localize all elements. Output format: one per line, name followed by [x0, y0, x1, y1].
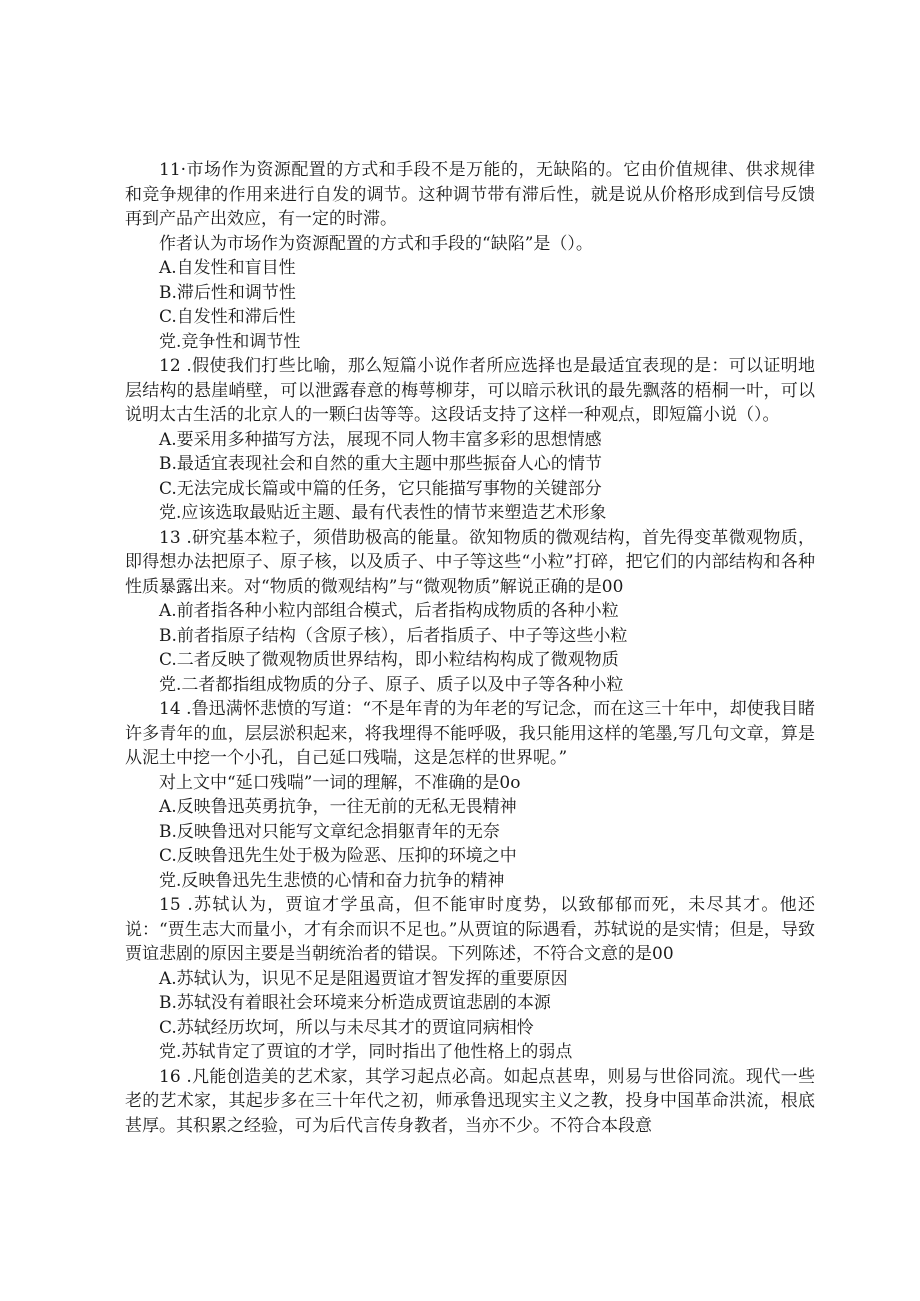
question-16 — [125, 1065, 815, 1139]
option-d: 党.竞争性和调节性 — [159, 331, 301, 352]
option-c: C.反映鲁迅先生处于极为险恶、压抑的环境之中 — [159, 846, 517, 866]
option-c: C.自发性和滞后性 — [159, 307, 296, 327]
option-d: 党.苏轼肯定了贾谊的才学，同时指出了他性格上的弱点 — [159, 1042, 573, 1062]
option-a: A.要采用多种描写方法，展现不同人物丰富多彩的思想情感 — [159, 429, 602, 450]
option-b: B.最适宜表现社会和自然的重大主题中那些振奋人心的情节 — [159, 454, 602, 474]
option-b: B.前者指原子结构（含原子核），后者指质子、中子等这些小粒 — [159, 625, 628, 646]
question-11 — [125, 158, 815, 354]
question-stem: 16 .凡能创造美的艺术家，其学习起点必高。如起点甚卑，则易与世俗同流。现代一些老的艺术家，其起步多在三十年代之初，师承鲁迅现实主义之教，投身中国革命洪流，根底甚厚。其积累之经验，可为后代言传身教者，当亦不少。不符合本段意 — [125, 1066, 815, 1136]
option-a: A.苏轼认为，识见不足是阻遏贾谊才智发挥的重要原因 — [159, 968, 568, 989]
option-c: C.无法完成长篇或中篇的任务，它只能描写事物的关键部分 — [159, 478, 602, 499]
question-stem: 14 .鲁迅满怀悲愤的写道：“不是年青的为年老的写记念，而在这三十年中，却使我目睹许多青年的血，层层淤积起来，将我埋得不能呼吸，我只能用这样的笔墨,写几句文章，算是从泥土中挖一个小孔，自己延口残喘，这是怎样的世界呢。” — [125, 699, 815, 768]
option-d: 党.反映鲁迅先生悲愤的心情和奋力抗争的精神 — [159, 870, 505, 891]
question-12 — [125, 354, 815, 526]
question-stem: 13 .研究基本粒子，须借助极高的能量。欲知物质的微观结构，首先得变革微观物质，即得想办法把原子、原子核，以及质子、中子等这些“小粒”打碎，把它们的内部结构和各种性质暴露出来。对“物质的微观结构”与“微观物质”解说正确的是00 — [125, 527, 815, 597]
document-body — [125, 158, 815, 1138]
question-15 — [125, 893, 815, 1065]
option-d: 党.二者都指组成物质的分子、原子、质子以及中子等各种小粒 — [159, 674, 624, 695]
question-stem: 12 .假使我们打些比喻，那么短篇小说作者所应选择也是最适宜表现的是：可以证明地层结构的悬崖峭壁，可以泄露春意的梅萼柳芽，可以暗示秋讯的最先飘落的梧桐一叶，可以说明太古生活的北京人的一颗臼齿等等。这段话支持了这样一种观点，即短篇小说（）。 — [125, 356, 815, 425]
option-b: B.苏轼没有着眼社会环境来分析造成贾谊悲剧的本源 — [159, 993, 551, 1013]
question-stem: 11·市场作为资源配置的方式和手段不是万能的，无缺陷的。它由价值规律、供求规律和竞争规律的作用来进行自发的调节。这种调节带有滞后性，就是说从价格形成到信号反馈再到产品产出效应，有一定的时滞。 — [125, 160, 815, 229]
option-a: A.前者指各种小粒内部组合模式，后者指构成物质的各种小粒 — [159, 601, 619, 621]
question-prompt: 对上文中“延口残喘”一词的理解，不准确的是0o — [159, 772, 521, 793]
question-14 — [125, 697, 815, 893]
option-b: B.反映鲁迅对只能写文章纪念捐躯青年的无奈 — [159, 821, 500, 842]
option-c: C.二者反映了微观物质世界结构，即小粒结构构成了微观物质 — [159, 650, 619, 670]
option-d: 党.应该选取最贴近主题、最有代表性的情节来塑造艺术形象 — [159, 503, 607, 523]
option-c: C.苏轼经历坎坷，所以与未尽其才的贾谊同病相怜 — [159, 1017, 534, 1038]
question-13 — [125, 526, 815, 698]
question-stem: 15 .苏轼认为，贾谊才学虽高，但不能审时度势，以致郁郁而死，未尽其才。他还说：“贾生志大而量小，才有余而识不足也。”从贾谊的际遇看，苏轼说的是实情；但是，导致贾谊悲剧的原因主要是当朝统治者的错误。下列陈述，不符合文意的是00 — [125, 895, 815, 964]
option-b: B.滞后性和调节性 — [159, 282, 296, 303]
question-prompt: 作者认为市场作为资源配置的方式和手段的“缺陷”是（）。 — [159, 233, 593, 254]
option-a: A.反映鲁迅英勇抗争，一往无前的无私无畏精神 — [159, 797, 517, 817]
option-a: A.自发性和盲目性 — [159, 258, 296, 278]
